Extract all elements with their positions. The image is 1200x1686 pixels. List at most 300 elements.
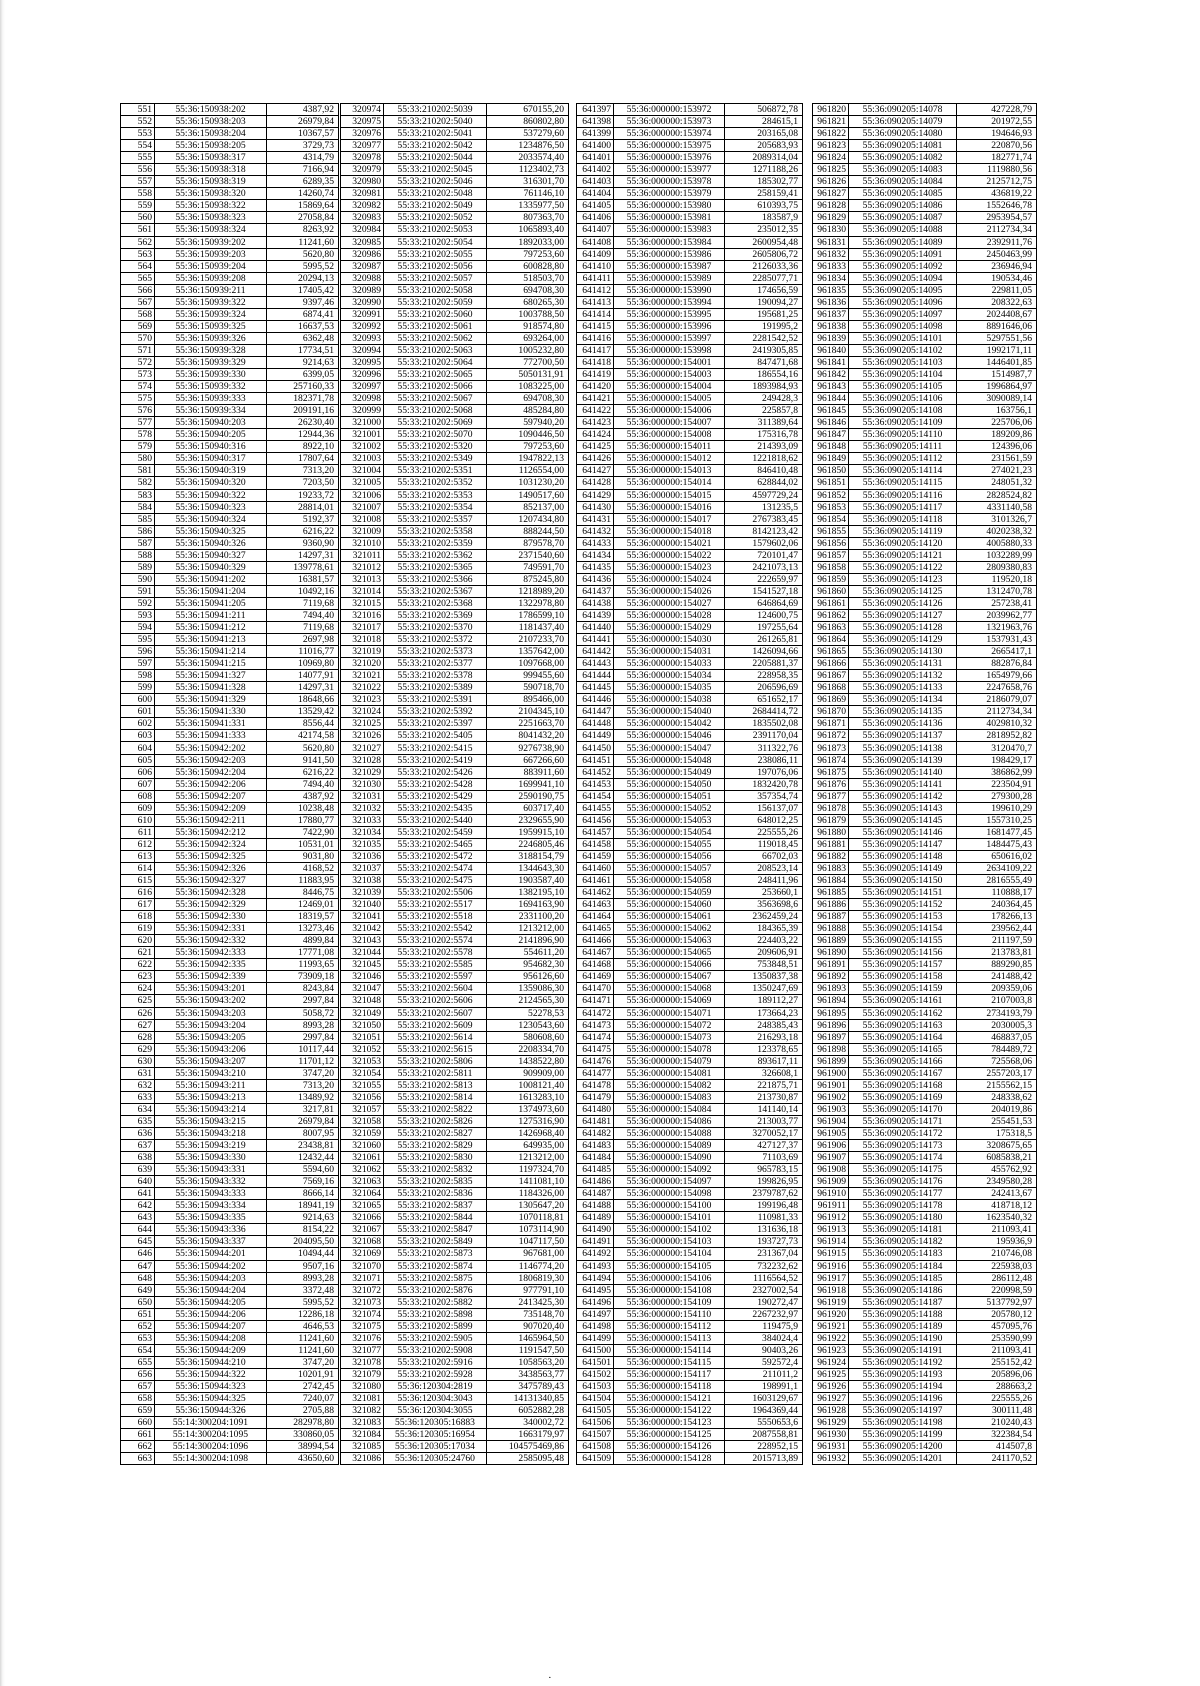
cadastral-number: 55:36:000000:154040: [614, 706, 725, 718]
cadastral-value: 7166,94: [267, 164, 339, 176]
cadastral-value: 1005232,80: [487, 344, 569, 356]
row-number: 961841: [813, 356, 849, 368]
cadastral-number: 55:36:000000:154098: [614, 1188, 725, 1200]
table-row: [813, 778, 1037, 790]
cadastral-number: 55:36:000000:154001: [614, 356, 725, 368]
cadastral-number: 55:36:090205:14190: [849, 1332, 957, 1344]
cadastral-number: 55:36:090205:14096: [849, 296, 957, 308]
cadastral-number: 55:36:090205:14174: [849, 1152, 957, 1164]
row-number: 641495: [577, 1284, 614, 1296]
cadastral-number: 55:36:150939:329: [155, 356, 267, 368]
table-row: [341, 814, 569, 826]
row-number: 614: [121, 862, 155, 874]
table-row: [577, 1236, 803, 1248]
cadastral-number: 55:36:000000:154022: [614, 549, 725, 561]
table-row: [577, 826, 803, 838]
cadastral-number: 55:36:150942:203: [155, 754, 267, 766]
row-number: 612: [121, 838, 155, 850]
cadastral-number: 55:36:000000:153990: [614, 284, 725, 296]
table-row: [577, 1043, 803, 1055]
table-row: [121, 706, 339, 718]
cadastral-value: 5192,37: [267, 513, 339, 525]
row-number: 321066: [341, 1212, 384, 1224]
cadastral-value: 1537931,43: [957, 634, 1037, 646]
table-row: [341, 152, 569, 164]
table-row: [341, 248, 569, 260]
cadastral-value: 27058,84: [267, 212, 339, 224]
row-number: 641401: [577, 152, 614, 164]
row-number: 961827: [813, 188, 849, 200]
cadastral-number: 55:36:000000:154059: [614, 887, 725, 899]
cadastral-number: 55:36:150944:205: [155, 1296, 267, 1308]
cadastral-number: 55:36:000000:154117: [614, 1368, 725, 1380]
row-number: 961828: [813, 200, 849, 212]
cadastral-number: 55:36:000000:154033: [614, 658, 725, 670]
cadastral-value: 211093,41: [957, 1224, 1037, 1236]
cadastral-value: 228958,35: [725, 670, 803, 682]
cadastral-value: 4387,92: [267, 790, 339, 802]
cadastral-value: 11701,12: [267, 1055, 339, 1067]
cadastral-number: 55:36:000000:154110: [614, 1308, 725, 1320]
cadastral-value: 1221818,62: [725, 453, 803, 465]
table-row: [813, 128, 1037, 140]
table-row: [577, 1260, 803, 1272]
cadastral-number: 55:36:090205:14189: [849, 1320, 957, 1332]
cadastral-number: 55:36:150941:215: [155, 658, 267, 670]
cadastral-number: 55:36:090205:14115: [849, 477, 957, 489]
cadastral-number: 55:33:210202:5370: [384, 622, 487, 634]
cadastral-number: 55:36:000000:153980: [614, 200, 725, 212]
cadastral-number: 55:36:000000:154034: [614, 670, 725, 682]
row-number: 593: [121, 609, 155, 621]
row-number: 961820: [813, 104, 849, 116]
row-number: 641500: [577, 1344, 614, 1356]
table-row: [813, 1453, 1037, 1465]
cadastral-value: 340002,72: [487, 1417, 569, 1429]
cadastral-value: 1047117,50: [487, 1236, 569, 1248]
table-row: [577, 646, 803, 658]
cadastral-number: 55:36:150940:326: [155, 537, 267, 549]
cadastral-number: 55:36:120304:2819: [384, 1380, 487, 1392]
row-number: 961882: [813, 850, 849, 862]
cadastral-value: 2450463,99: [957, 248, 1037, 260]
cadastral-value: 1357642,00: [487, 646, 569, 658]
cadastral-value: 879578,70: [487, 537, 569, 549]
row-number: 961825: [813, 164, 849, 176]
row-number: 961889: [813, 935, 849, 947]
cadastral-value: 1070118,81: [487, 1212, 569, 1224]
table-row: [121, 1007, 339, 1019]
row-number: 607: [121, 778, 155, 790]
cadastral-number: 55:33:210202:5389: [384, 682, 487, 694]
cadastral-number: 55:33:210202:5040: [384, 116, 487, 128]
cadastral-number: 55:36:000000:153983: [614, 224, 725, 236]
cadastral-value: 2742,45: [267, 1380, 339, 1392]
row-number: 575: [121, 393, 155, 405]
cadastral-number: 55:36:150943:332: [155, 1176, 267, 1188]
table-row: [577, 1176, 803, 1188]
table-row: [121, 381, 339, 393]
cadastral-value: 1090446,50: [487, 429, 569, 441]
cadastral-number: 55:36:090205:14151: [849, 887, 957, 899]
cadastral-number: 55:36:090205:14199: [849, 1429, 957, 1441]
row-number: 566: [121, 284, 155, 296]
row-number: 641469: [577, 971, 614, 983]
cadastral-number: 55:36:000000:154118: [614, 1380, 725, 1392]
cadastral-number: 55:33:210202:5063: [384, 344, 487, 356]
table-row: [341, 200, 569, 212]
cadastral-number: 55:36:090205:14162: [849, 1007, 957, 1019]
table-row: [813, 1405, 1037, 1417]
cadastral-value: 1123402,73: [487, 164, 569, 176]
table-row: [121, 814, 339, 826]
cadastral-value: 651652,17: [725, 694, 803, 706]
table-row: [813, 284, 1037, 296]
cadastral-number: 55:36:090205:14180: [849, 1212, 957, 1224]
cadastral-value: 1786599,10: [487, 609, 569, 621]
row-number: 961901: [813, 1079, 849, 1091]
cadastral-value: 8666,14: [267, 1188, 339, 1200]
cadastral-number: 55:33:210202:5835: [384, 1176, 487, 1188]
row-number: 654: [121, 1344, 155, 1356]
cadastral-value: 17405,42: [267, 284, 339, 296]
table-row: [121, 1356, 339, 1368]
table-row: [813, 1417, 1037, 1429]
cadastral-value: 183587,9: [725, 212, 803, 224]
table-row: [121, 1055, 339, 1067]
cadastral-number: 55:36:150941:333: [155, 730, 267, 742]
row-number: 641414: [577, 308, 614, 320]
cadastral-number: 55:33:210202:5405: [384, 730, 487, 742]
cadastral-value: 1552646,78: [957, 200, 1037, 212]
cadastral-number: 55:36:150943:333: [155, 1188, 267, 1200]
row-number: 320996: [341, 369, 384, 381]
table-row: [577, 887, 803, 899]
row-number: 961830: [813, 224, 849, 236]
cadastral-value: 725568,06: [957, 1055, 1037, 1067]
cadastral-value: 1083225,00: [487, 381, 569, 393]
table-row: [577, 176, 803, 188]
row-number: 558: [121, 188, 155, 200]
cadastral-number: 55:36:000000:153973: [614, 116, 725, 128]
cadastral-number: 55:33:210202:5351: [384, 465, 487, 477]
table-row: [341, 802, 569, 814]
cadastral-value: 199826,95: [725, 1176, 803, 1188]
cadastral-value: 17734,51: [267, 344, 339, 356]
row-number: 648: [121, 1272, 155, 1284]
row-number: 961871: [813, 718, 849, 730]
cadastral-value: 427127,37: [725, 1140, 803, 1152]
row-number: 592: [121, 597, 155, 609]
row-number: 961876: [813, 778, 849, 790]
cadastral-number: 55:36:090205:14147: [849, 838, 957, 850]
cadastral-number: 55:36:150943:214: [155, 1103, 267, 1115]
cadastral-value: 124396,06: [957, 441, 1037, 453]
table-row: [341, 441, 569, 453]
table-row: [121, 1236, 339, 1248]
cadastral-value: 15869,64: [267, 200, 339, 212]
cadastral-number: 55:36:120304:3043: [384, 1393, 487, 1405]
cadastral-value: 875245,80: [487, 573, 569, 585]
cadastral-number: 55:36:000000:154104: [614, 1248, 725, 1260]
table-row: [121, 405, 339, 417]
table-row: [121, 417, 339, 429]
cadastral-value: 2349580,28: [957, 1176, 1037, 1188]
row-number: 321038: [341, 875, 384, 887]
cadastral-value: 1116564,52: [725, 1272, 803, 1284]
cadastral-number: 55:36:000000:153975: [614, 140, 725, 152]
cadastral-number: 55:36:090205:14170: [849, 1103, 957, 1115]
table-row: [121, 1272, 339, 1284]
table-row: [813, 1091, 1037, 1103]
table-row: [341, 850, 569, 862]
row-number: 961821: [813, 116, 849, 128]
table-row: [121, 224, 339, 236]
cadastral-number: 55:36:000000:154092: [614, 1164, 725, 1176]
table-row: [121, 284, 339, 296]
row-number: 565: [121, 272, 155, 284]
table-row: [341, 1019, 569, 1031]
table-row: [813, 1368, 1037, 1380]
cadastral-value: 17807,64: [267, 453, 339, 465]
cadastral-value: 203165,08: [725, 128, 803, 140]
row-number: 605: [121, 754, 155, 766]
row-number: 961859: [813, 573, 849, 585]
row-number: 961919: [813, 1296, 849, 1308]
cadastral-number: 55:36:090205:14105: [849, 381, 957, 393]
cadastral-value: 3270052,17: [725, 1127, 803, 1139]
cadastral-value: 13273,46: [267, 923, 339, 935]
cadastral-value: 761146,10: [487, 188, 569, 200]
row-number: 641441: [577, 634, 614, 646]
table-row: [813, 381, 1037, 393]
cadastral-number: 55:36:000000:153979: [614, 188, 725, 200]
table-row: [121, 1152, 339, 1164]
table-row: [341, 525, 569, 537]
row-number: 583: [121, 489, 155, 501]
cadastral-value: 2997,84: [267, 995, 339, 1007]
row-number: 641490: [577, 1224, 614, 1236]
cadastral-value: 1275316,90: [487, 1115, 569, 1127]
table-row: [813, 116, 1037, 128]
table-row: [577, 875, 803, 887]
row-number: 961898: [813, 1043, 849, 1055]
table-row: [121, 356, 339, 368]
cadastral-value: 468837,05: [957, 1031, 1037, 1043]
cadastral-value: 241488,42: [957, 971, 1037, 983]
row-number: 641421: [577, 393, 614, 405]
cadastral-value: 7494,40: [267, 778, 339, 790]
cadastral-number: 55:33:210202:5813: [384, 1079, 487, 1091]
cadastral-number: 55:36:000000:154024: [614, 573, 725, 585]
cadastral-number: 55:36:120304:3055: [384, 1405, 487, 1417]
cadastral-number: 55:33:210202:5041: [384, 128, 487, 140]
row-number: 961824: [813, 152, 849, 164]
cadastral-value: 16637,53: [267, 320, 339, 332]
cadastral-number: 55:36:000000:154061: [614, 911, 725, 923]
row-number: 641409: [577, 248, 614, 260]
cadastral-number: 55:36:000000:154105: [614, 1260, 725, 1272]
cadastral-value: 2697,98: [267, 634, 339, 646]
row-number: 579: [121, 441, 155, 453]
cadastral-value: 5137792,97: [957, 1296, 1037, 1308]
row-number: 321044: [341, 947, 384, 959]
table-row: [813, 260, 1037, 272]
cadastral-number: 55:14:300204:1095: [155, 1429, 267, 1441]
table-row: [577, 296, 803, 308]
cadastral-number: 55:36:150941:328: [155, 682, 267, 694]
cadastral-number: 55:36:000000:153998: [614, 344, 725, 356]
table-row: [577, 236, 803, 248]
row-number: 571: [121, 344, 155, 356]
row-number: 321080: [341, 1380, 384, 1392]
table-row: [813, 308, 1037, 320]
row-number: 641499: [577, 1332, 614, 1344]
cadastral-number: 55:33:210202:5876: [384, 1284, 487, 1296]
row-number: 641417: [577, 344, 614, 356]
table-row: [577, 694, 803, 706]
row-number: 570: [121, 332, 155, 344]
cadastral-value: 13529,42: [267, 706, 339, 718]
row-number: 651: [121, 1308, 155, 1320]
row-number: 961884: [813, 875, 849, 887]
table-row: [341, 1212, 569, 1224]
cadastral-value: 2087558,81: [725, 1429, 803, 1441]
cadastral-value: 3208675,65: [957, 1140, 1037, 1152]
cadastral-number: 55:36:090205:14081: [849, 140, 957, 152]
table-row: [577, 1212, 803, 1224]
cadastral-number: 55:36:000000:154042: [614, 718, 725, 730]
cadastral-number: 55:36:150942:327: [155, 875, 267, 887]
cadastral-number: 55:33:210202:5607: [384, 1007, 487, 1019]
cadastral-value: 185302,77: [725, 176, 803, 188]
table-row: [577, 718, 803, 730]
cadastral-number: 55:36:000000:154115: [614, 1356, 725, 1368]
row-number: 659: [121, 1405, 155, 1417]
cadastral-number: 55:36:000000:154088: [614, 1127, 725, 1139]
table-row: [577, 1200, 803, 1212]
cadastral-number: 55:33:210202:5899: [384, 1320, 487, 1332]
table-row: [341, 1115, 569, 1127]
row-number: 551: [121, 104, 155, 116]
row-number: 641446: [577, 694, 614, 706]
row-number: 320983: [341, 212, 384, 224]
cadastral-value: 732232,62: [725, 1260, 803, 1272]
row-number: 641454: [577, 790, 614, 802]
table-row: [341, 1272, 569, 1284]
table-row: [577, 670, 803, 682]
table-row: [341, 1079, 569, 1091]
cadastral-value: 2329655,90: [487, 814, 569, 826]
cadastral-value: 3217,81: [267, 1103, 339, 1115]
table-row: [813, 875, 1037, 887]
cadastral-value: 1832420,78: [725, 778, 803, 790]
row-number: 661: [121, 1429, 155, 1441]
table-row: [813, 537, 1037, 549]
cadastral-number: 55:36:150943:215: [155, 1115, 267, 1127]
table-row: [813, 935, 1037, 947]
cadastral-number: 55:36:150941:204: [155, 585, 267, 597]
cadastral-value: 9214,63: [267, 356, 339, 368]
cadastral-number: 55:36:150941:214: [155, 646, 267, 658]
table-row: [577, 1272, 803, 1284]
cadastral-number: 55:33:210202:5353: [384, 489, 487, 501]
cadastral-number: 55:36:090205:14102: [849, 344, 957, 356]
cadastral-value: 2634109,22: [957, 862, 1037, 874]
row-number: 641479: [577, 1091, 614, 1103]
cadastral-number: 55:36:000000:154049: [614, 766, 725, 778]
table-row: [577, 778, 803, 790]
row-number: 961896: [813, 1019, 849, 1031]
cadastral-number: 55:36:000000:154073: [614, 1031, 725, 1043]
table-row: [577, 164, 803, 176]
cadastral-number: 55:36:090205:14184: [849, 1260, 957, 1272]
cadastral-value: 213783,81: [957, 947, 1037, 959]
cadastral-number: 55:36:150944:201: [155, 1248, 267, 1260]
cadastral-value: 12469,01: [267, 899, 339, 911]
row-number: 961853: [813, 501, 849, 513]
cadastral-number: 55:36:150942:328: [155, 887, 267, 899]
cadastral-value: 195936,9: [957, 1236, 1037, 1248]
cadastral-number: 55:36:150942:335: [155, 959, 267, 971]
cadastral-number: 55:36:150944:204: [155, 1284, 267, 1296]
cadastral-value: 9360,90: [267, 537, 339, 549]
table-row: [121, 260, 339, 272]
row-number: 321043: [341, 935, 384, 947]
cadastral-value: 66702,03: [725, 850, 803, 862]
table-row: [341, 1344, 569, 1356]
table-row: [813, 1031, 1037, 1043]
cadastral-value: 225555,26: [725, 826, 803, 838]
cadastral-value: 10201,91: [267, 1368, 339, 1380]
table-row: [341, 236, 569, 248]
table-row: [121, 971, 339, 983]
row-number: 641411: [577, 272, 614, 284]
table-row: [121, 116, 339, 128]
table-row: [577, 1284, 803, 1296]
cadastral-number: 55:36:150941:329: [155, 694, 267, 706]
table-row: [577, 730, 803, 742]
cadastral-value: 210746,08: [957, 1248, 1037, 1260]
cadastral-value: 173664,23: [725, 1007, 803, 1019]
row-number: 641443: [577, 658, 614, 670]
row-number: 641471: [577, 995, 614, 1007]
table-row: [577, 1019, 803, 1031]
cadastral-value: 195681,25: [725, 308, 803, 320]
cadastral-value: 1032289,99: [957, 549, 1037, 561]
table-row: [341, 1152, 569, 1164]
row-number: 640: [121, 1176, 155, 1188]
row-number: 321012: [341, 561, 384, 573]
row-number: 961920: [813, 1308, 849, 1320]
cadastral-value: 797253,60: [487, 441, 569, 453]
cadastral-value: 2391170,04: [725, 730, 803, 742]
table-row: [121, 248, 339, 260]
row-number: 321040: [341, 899, 384, 911]
cadastral-number: 55:36:150939:325: [155, 320, 267, 332]
row-number: 617: [121, 899, 155, 911]
row-number: 961852: [813, 489, 849, 501]
row-number: 320989: [341, 284, 384, 296]
table-row: [341, 1031, 569, 1043]
row-number: 321060: [341, 1140, 384, 1152]
table-row: [813, 634, 1037, 646]
cadastral-value: 190534,46: [957, 272, 1037, 284]
cadastral-number: 55:33:210202:5352: [384, 477, 487, 489]
cadastral-value: 10969,80: [267, 658, 339, 670]
row-number: 961892: [813, 971, 849, 983]
table-row: [121, 887, 339, 899]
